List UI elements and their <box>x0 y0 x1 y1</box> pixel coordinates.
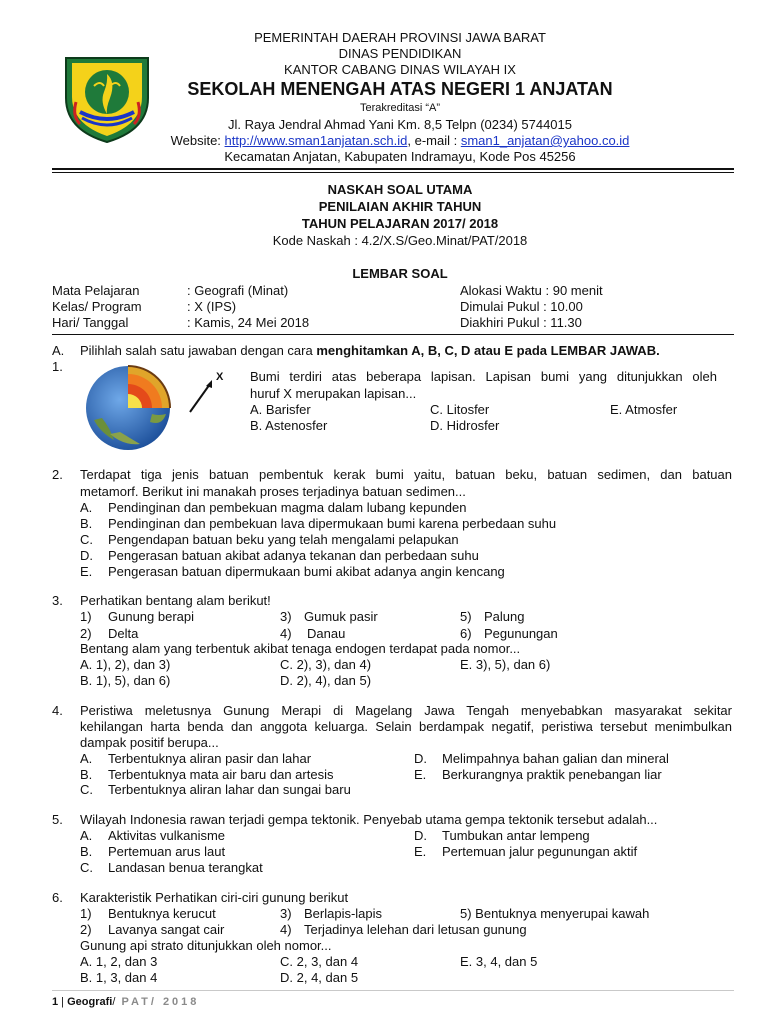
q2-option-c[interactable]: Pengendapan batuan beku yang telah mengalami pelapukan <box>108 532 459 547</box>
q2-option-d[interactable]: Pengerasan batuan akibat adanya tekanan dan perbedaan suhu <box>108 548 479 563</box>
class-label: Kelas/ Program <box>52 299 142 314</box>
header-rule-thick <box>52 168 734 170</box>
header-rule-thin <box>52 172 734 173</box>
q4-option-c[interactable]: Terbentuknya aliran lahar dan sungai baru <box>108 782 351 797</box>
q5-option-d[interactable]: Tumbukan antar lempeng <box>442 828 590 843</box>
q1-option-e[interactable]: E. Atmosfer <box>610 402 678 417</box>
q2-option-e[interactable]: Pengerasan batuan dipermukaan bumi akibat adanya angin kencang <box>108 564 505 579</box>
q5-stem: Wilayah Indonesia rawan terjadi gempa tektonik. Penyebab utama gempa tektonik tersebut adalah... <box>80 812 658 827</box>
q2-option-b[interactable]: Pendinginan dan pembekuan lava dipermukaan bumi karena perbedaan suhu <box>108 516 557 531</box>
q1-stem-line1: Bumi terdiri atas beberapa lapisan. Lapisan bumi yang ditunjukkan oleh <box>250 369 717 384</box>
q5-option-b[interactable]: Pertemuan arus laut <box>108 844 226 859</box>
q3-item6-num: 6) <box>460 626 472 641</box>
accreditation: Terakreditasi “A” <box>359 102 441 114</box>
q3-item2: Delta <box>108 626 139 641</box>
email-label: , e-mail : <box>407 133 461 148</box>
q3-option-b[interactable]: B. 1), 5), dan 6) <box>80 673 171 688</box>
q5-option-c-key: C. <box>80 860 93 875</box>
q4-option-a-key: A. <box>80 751 93 766</box>
email-link[interactable]: sman1_anjatan@yahoo.co.id <box>460 133 630 148</box>
class-value: : X (IPS) <box>187 299 237 314</box>
q5-number: 5. <box>52 812 63 827</box>
q4-option-e-key: E. <box>414 767 427 782</box>
title-main: NASKAH SOAL UTAMA <box>327 182 473 197</box>
q3-item5-num: 5) <box>460 609 472 624</box>
info-rule <box>52 334 734 335</box>
footer-subject: Geografi <box>67 996 113 1008</box>
q2-option-b-key: B. <box>80 516 93 531</box>
q4-option-b[interactable]: Terbentuknya mata air baru dan artesis <box>108 767 334 782</box>
instruction <box>80 343 660 359</box>
q4-option-a[interactable]: Terbentuknya aliran pasir dan lahar <box>108 751 312 766</box>
gov-name: PEMERINTAH DAERAH PROVINSI JAWA BARAT <box>254 30 546 45</box>
q6-item1-num: 1) <box>80 906 92 921</box>
footer-rule <box>52 990 734 991</box>
q3-question: Bentang alam yang terbentuk akibat tenaga endogen terdapat pada nomor... <box>80 641 521 656</box>
q6-item4-num: 4) <box>280 922 292 937</box>
q2-option-e-key: E. <box>80 564 93 579</box>
q1-option-c[interactable]: C. Litosfer <box>430 402 490 417</box>
exam-code: Kode Naskah : 4.2/X.S/Geo.Minat/PAT/2018 <box>272 233 528 248</box>
q6-option-e[interactable]: E. 3, 4, dan 5 <box>460 954 538 969</box>
contact-line <box>160 133 640 149</box>
instruction-marker: A. <box>52 343 65 358</box>
day-value: : Kamis, 24 Mei 2018 <box>187 315 310 330</box>
q3-item6: Pegunungan <box>484 626 558 641</box>
q6-stem: Karakteristik Perhatikan ciri-ciri gunung berikut <box>80 890 349 905</box>
title-year: TAHUN PELAJARAN 2017/ 2018 <box>301 216 499 231</box>
q6-item5: 5) Bentuknya menyerupai kawah <box>460 906 650 921</box>
school-logo <box>58 52 156 144</box>
subject-label: Mata Pelajaran <box>52 283 140 298</box>
footer-separator: | <box>58 996 68 1008</box>
q2-option-d-key: D. <box>80 548 93 563</box>
q2-stem-line1: Terdapat tiga jenis batuan pembentuk kerak bumi yaitu, batuan beku, batuan sedimen, dan batuan <box>80 467 732 482</box>
q2-option-a[interactable]: Pendinginan dan pembekuan magma dalam lubang kepunden <box>108 500 467 515</box>
q6-option-a[interactable]: A. 1, 2, dan 3 <box>80 954 158 969</box>
page-number: 1 <box>52 996 59 1008</box>
end-time: Diakhiri Pukul : 11.30 <box>460 315 582 330</box>
q3-option-e[interactable]: E. 3), 5), dan 6) <box>460 657 551 672</box>
q3-item1: Gunung berapi <box>108 609 195 624</box>
subject-value: : Geografi (Minat) <box>187 283 289 298</box>
dept-name: DINAS PENDIDIKAN <box>338 46 462 61</box>
q6-item2-num: 2) <box>80 922 92 937</box>
q1-number: 1. <box>52 359 63 374</box>
q4-option-e[interactable]: Berkurangnya praktik penebangan liar <box>442 767 662 782</box>
q4-number: 4. <box>52 703 63 718</box>
q5-option-b-key: B. <box>80 844 93 859</box>
instruction-bold: menghitamkan A, B, C, D atau E pada LEMBAR JAWAB. <box>316 343 660 358</box>
sheet-title: LEMBAR SOAL <box>352 266 448 281</box>
q5-option-d-key: D. <box>414 828 427 843</box>
q6-option-b[interactable]: B. 1, 3, dan 4 <box>80 970 158 985</box>
q3-option-a[interactable]: A. 1), 2), dan 3) <box>80 657 171 672</box>
q2-option-c-key: C. <box>80 532 93 547</box>
q6-item3: Berlapis-lapis <box>304 906 383 921</box>
q1-x-label: X <box>216 371 224 383</box>
start-time: Dimulai Pukul : 10.00 <box>460 299 583 314</box>
q4-option-d-key: D. <box>414 751 427 766</box>
q2-option-a-key: A. <box>80 500 93 515</box>
q3-item3-num: 3) <box>280 609 292 624</box>
q5-option-a-key: A. <box>80 828 93 843</box>
branch-name: KANTOR CABANG DINAS WILAYAH IX <box>284 62 516 77</box>
q3-option-c[interactable]: C. 2), 3), dan 4) <box>280 657 372 672</box>
website-link[interactable]: http://www.sman1anjatan.sch.id <box>224 133 408 148</box>
q5-option-e[interactable]: Pertemuan jalur pegunungan aktif <box>442 844 638 859</box>
school-address: Jl. Raya Jendral Ahmad Yani Km. 8,5 Telpn (0234) 5744015 <box>228 117 572 132</box>
q3-item5: Palung <box>484 609 525 624</box>
q6-option-d[interactable]: D. 2, 4, dan 5 <box>280 970 359 985</box>
q3-item3: Gumuk pasir <box>304 609 378 624</box>
q3-number: 3. <box>52 593 63 608</box>
q1-arrow-icon <box>186 378 216 414</box>
q6-question: Gunung api strato ditunjukkan oleh nomor... <box>80 938 332 953</box>
q4-stem-line1: Peristiwa meletusnya Gunung Merapi di Magelang Jawa Tengah menyebabkan masyarakat sekitar <box>80 703 732 718</box>
earth-layers-figure <box>80 360 180 452</box>
q5-option-c[interactable]: Landasan benua terangkat <box>108 860 263 875</box>
school-name: SEKOLAH MENENGAH ATAS NEGERI 1 ANJATAN <box>187 79 613 99</box>
q6-item4: Terjadinya lelehan dari letusan gunung <box>304 922 527 937</box>
title-assessment: PENILAIAN AKHIR TAHUN <box>318 199 482 214</box>
q4-option-d[interactable]: Melimpahnya bahan galian dan mineral <box>442 751 669 766</box>
time-allocation: Alokasi Waktu : 90 menit <box>460 283 603 298</box>
page-footer <box>52 995 199 1009</box>
q3-item2-num: 2) <box>80 626 92 641</box>
instruction-text: Pilihlah salah satu jawaban dengan cara <box>80 343 317 358</box>
q4-stem-line3: dampak positif berupa... <box>80 735 219 750</box>
q5-option-a[interactable]: Aktivitas vulkanisme <box>108 828 226 843</box>
q3-item4: Danau <box>307 626 346 641</box>
q6-item2: Lavanya sangat cair <box>108 922 225 937</box>
district-line: Kecamatan Anjatan, Kabupaten Indramayu, Kode Pos 45256 <box>224 149 576 164</box>
q1-option-a[interactable]: A. Barisfer <box>250 402 311 417</box>
q2-stem-line2: metamorf. Berikut ini manakah proses terjadinya batuan sedimen... <box>80 484 466 499</box>
q1-option-d[interactable]: D. Hidrosfer <box>430 418 500 433</box>
q6-item1: Bentuknya kerucut <box>108 906 216 921</box>
q6-item3-num: 3) <box>280 906 292 921</box>
q3-item4-num: 4) <box>280 626 292 641</box>
q4-stem-line2: kehilangan harta benda dan anggota keluarga. Selain berdampak negatif, peristiwa tersebut menimbulkan <box>80 719 732 734</box>
q2-number: 2. <box>52 467 63 482</box>
footer-exam: PAT/ 2018 <box>115 996 200 1008</box>
q3-stem: Perhatikan bentang alam berikut! <box>80 593 271 608</box>
q3-option-d[interactable]: D. 2), 4), dan 5) <box>280 673 372 688</box>
website-label: Website: <box>170 133 225 148</box>
q6-number: 6. <box>52 890 63 905</box>
footer-slash: / <box>112 996 116 1008</box>
q6-option-c[interactable]: C. 2, 3, dan 4 <box>280 954 359 969</box>
q4-option-c-key: C. <box>80 782 93 797</box>
q1-option-b[interactable]: B. Astenosfer <box>250 418 328 433</box>
q5-option-e-key: E. <box>414 844 427 859</box>
q3-item1-num: 1) <box>80 609 92 624</box>
q1-stem-line2: huruf X merupakan lapisan... <box>250 386 417 401</box>
day-label: Hari/ Tanggal <box>52 315 129 330</box>
q4-option-b-key: B. <box>80 767 93 782</box>
